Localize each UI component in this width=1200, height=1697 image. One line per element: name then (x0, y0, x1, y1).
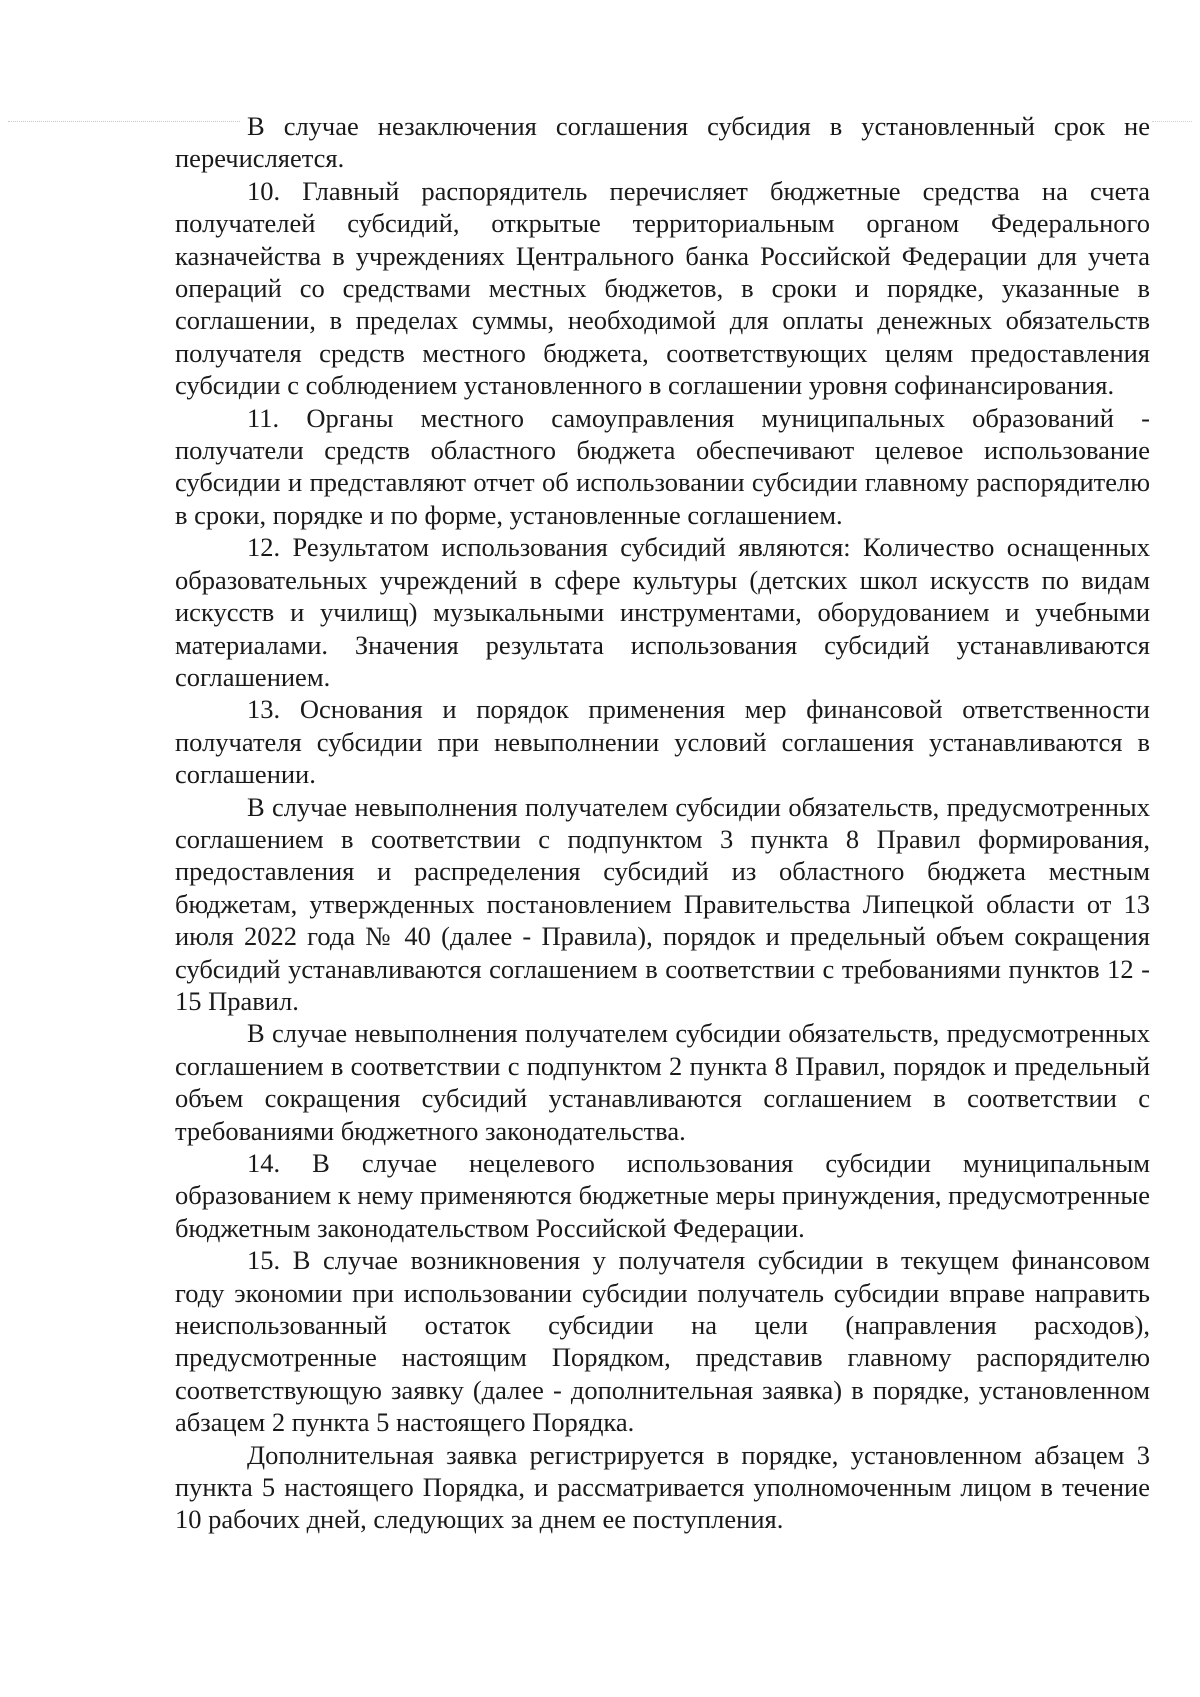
paragraph-item-13-case-subclause-3: В случае невыполнения получателем субсидии обязательств, предусмотренных соглашением в соответствии с подпунктом 3 пункта 8 Правил формирования, предоставления и распределения субсидий из областного бюджета местным бюджетам, утвержденных постановлением Правительства Липецкой области от 13 июля 2022 года № 40 (далее - Правила), порядок и предельный объем сокращения субсидий устанавливаются соглашением в соответствии с требованиями пунктов 12 - 15 Правил. (175, 791, 1150, 1016)
paragraph-item-15: 15. В случае возникновения у получателя субсидии в текущем финансовом году экономии при использовании субсидии получатель субсидии вправе направить неиспользованный остаток субсидии на цели (направления расходов), предусмотренные настоящим Порядком, представив главному распорядителю соответствующую заявку (далее - дополнительная заявка) в порядке, установленном абзацем 2 пункта 5 настоящего Порядка. (175, 1245, 1150, 1438)
paragraph-subsidy-not-transferred: В случае незаключения соглашения субсидия в установленный срок не перечисляется. (175, 111, 1150, 174)
paragraph-item-13-case-subclause-2: В случае невыполнения получателем субсидии обязательств, предусмотренных соглашением в соответствии с подпунктом 2 пункта 8 Правил, порядок и предельный объем сокращения субсидий устанавливаются соглашением в соответствии с требованиями бюджетного законодательства. (175, 1018, 1150, 1146)
scan-artifact-right (1152, 121, 1192, 122)
paragraph-additional-application: Дополнительная заявка регистрируется в порядке, установленном абзацем 3 пункта 5 настоящего Порядка, и рассматривается уполномоченным лицом в течение 10 рабочих дней, следующих за днем ее поступления. (175, 1439, 1150, 1535)
paragraph-item-11: 11. Органы местного самоуправления муниципальных образований - получатели средств областного бюджета обеспечивают целевое использование субсидии и представляют отчет об использовании субсидии главному распорядителю в сроки, порядке и по форме, установленные соглашением. (175, 402, 1150, 530)
paragraph-item-12: 12. Результатом использования субсидий являются: Количество оснащенных образовательных учреждений в сфере культуры (детских школ искусств по видам искусств и училищ) музыкальными инструментами, оборудованием и учебными материалами. Значения результата использования субсидий устанавливаются соглашением. (175, 532, 1150, 692)
paragraph-item-13: 13. Основания и порядок применения мер финансовой ответственности получателя субсидии при невыполнении условий соглашения устанавливаются в соглашении. (175, 694, 1150, 790)
document-body (175, 110, 1150, 1536)
paragraph-item-14: 14. В случае нецелевого использования субсидии муниципальным образованием к нему применяются бюджетные меры принуждения, предусмотренные бюджетным законодательством Российской Федерации. (175, 1148, 1150, 1243)
paragraph-item-10: 10. Главный распорядитель перечисляет бюджетные средства на счета получателей субсидий, открытые территориальным органом Федерального казначейства в учреждениях Центрального банка Российской Федерации для учета операций со средствами местных бюджетов, в сроки и порядке, указанные в соглашении, в пределах суммы, необходимой для оплаты денежных обязательств получателя средств местного бюджета, соответствующих целям предоставления субсидии с соблюдением установленного в соглашении уровня софинансирования. (175, 175, 1150, 401)
